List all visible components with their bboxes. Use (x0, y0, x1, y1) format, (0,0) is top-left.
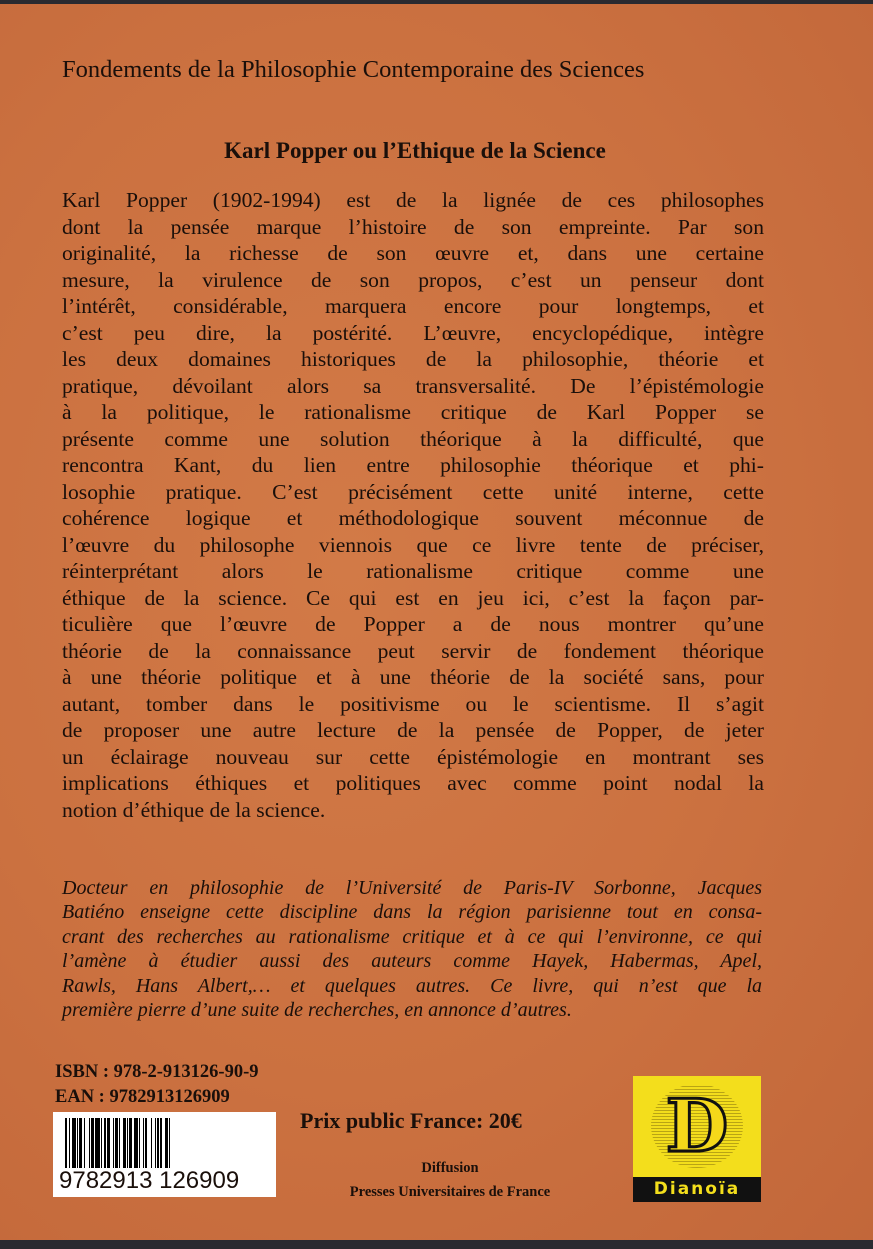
diffusion-label: Diffusion (421, 1160, 479, 1176)
summary-line: dont la pensée marque l’histoire de son empreinte. Par son (62, 214, 764, 239)
bio-line: crant des recherches au rationalisme critique et à ce qui l’environne, ce qui (62, 925, 762, 948)
summary-line: mesure, la virulence de son propos, c’est un penseur dont (62, 267, 764, 292)
isbn-block (55, 1060, 259, 1110)
summary-line: pratique, dévoilant alors sa transversalité. De l’épistémologie (62, 373, 764, 398)
summary-line: notion d’éthique de la science. (62, 797, 326, 822)
logo-letter: D (665, 1083, 729, 1168)
barcode (53, 1112, 276, 1197)
summary-line: éthique de la science. Ce qui est en jeu ici, c’est la façon par- (62, 585, 764, 610)
author-bio (62, 876, 762, 1022)
summary-line: losophie pratique. C’est précisément cette unité interne, cette (62, 479, 764, 504)
summary-line: originalité, la richesse de son œuvre et, dans une certaine (62, 241, 764, 265)
summary-line: ticulière que l’œuvre de Popper a de nous montrer qu’une (62, 612, 764, 636)
publisher-logo (633, 1076, 761, 1202)
summary-line: cohérence logique et méthodologique souvent méconnue de (62, 506, 764, 530)
bio-line: première pierre d’une suite de recherches, en annonce d’autres. (62, 999, 572, 1022)
book-back-cover (0, 4, 873, 1240)
summary-line: théorie de la connaissance peut servir de fondement théorique (62, 638, 764, 663)
book-title: Karl Popper ou l’Ethique de la Science (224, 138, 606, 163)
summary-line: les deux domaines historiques de la philosophie, théorie et (62, 347, 764, 371)
summary-line: à la politique, le rationalisme critique de Karl Popper se (62, 400, 764, 424)
summary-text (62, 187, 764, 823)
bio-line: Batiéno enseigne cette discipline dans la région parisienne tout en consa- (62, 901, 762, 924)
barcode-number: 9782913 126909 (59, 1167, 240, 1194)
summary-line: réinterprétant alors le rationalisme critique comme une (62, 559, 764, 583)
summary-line: Karl Popper (1902-1994) est de la lignée de ces philosophes (62, 188, 764, 212)
summary-line: c’est peu dire, la postérité. L’œuvre, encyclopédique, intègre (62, 320, 764, 345)
summary-line: l’intérêt, considérable, marquera encore pour longtemps, et (62, 294, 764, 318)
series-title: Fondements de la Philosophie Contemporaine des Sciences (62, 56, 645, 83)
summary-line: autant, tomber dans le positivisme ou le scientisme. Il s’agit (62, 691, 764, 716)
summary-line: implications éthiques et politiques avec comme point nodal la (62, 771, 764, 795)
bio-line: Rawls, Hans Albert,… et quelques autres. Ce livre, qui n’est que la (62, 974, 762, 997)
summary-line: à une théorie politique et à une théorie de la société sans, pour (62, 665, 764, 689)
price: Prix public France: 20€ (300, 1108, 522, 1133)
ean: EAN : 9782913126909 (55, 1087, 230, 1107)
barcode-bar (170, 1118, 172, 1168)
summary-line: un éclairage nouveau sur cette épistémologie en montrant ses (62, 744, 764, 769)
distribution (290, 1156, 610, 1204)
summary-line: l’œuvre du philosophe viennois que ce livre tente de préciser, (62, 532, 764, 557)
publisher-name: Dianoïa (633, 1177, 761, 1202)
summary-line: de proposer une autre lecture de la pensée de Popper, de jeter (62, 718, 764, 742)
bio-line: l’amène à étudier aussi des auteurs comme Hayek, Habermas, Apel, (62, 950, 762, 973)
isbn: ISBN : 978-2-913126-90-9 (55, 1062, 259, 1082)
summary-line: présente comme une solution théorique à la difficulté, que (62, 426, 764, 451)
barcode-bars (65, 1118, 265, 1168)
bio-line: Docteur en philosophie de l’Université de Paris-IV Sorbonne, Jacques (62, 877, 762, 899)
distributor: Presses Universitaires de France (349, 1184, 551, 1200)
summary-line: rencontra Kant, du lien entre philosophie théorique et phi- (62, 453, 764, 477)
